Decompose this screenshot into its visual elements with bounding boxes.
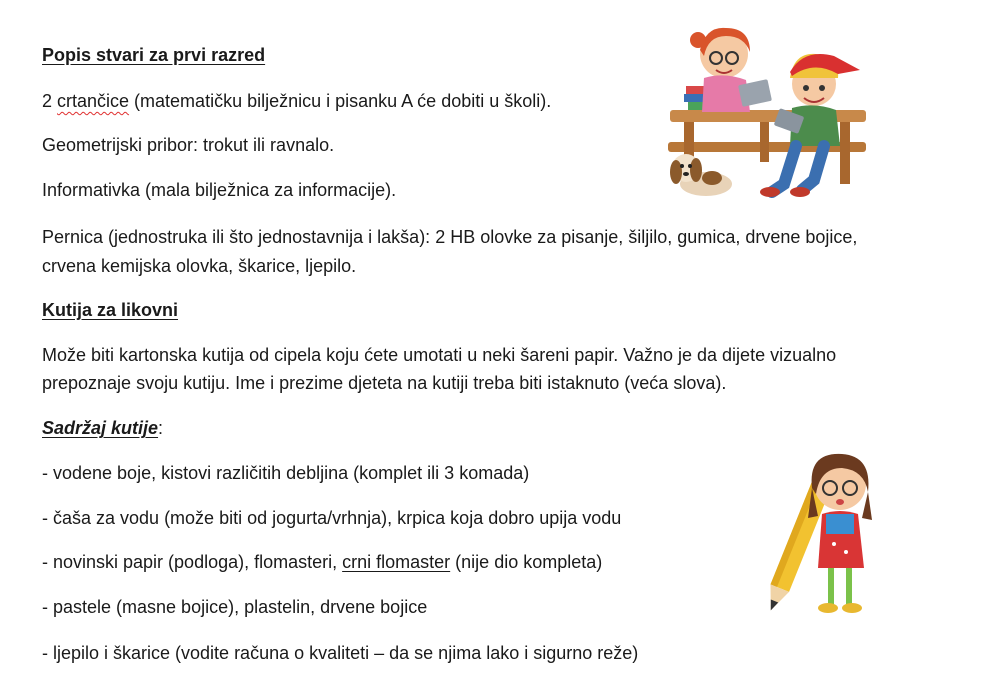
list-item — [42, 548, 602, 576]
line-pencil-case-2: crvena kemijska olovka, škarice, ljepilo. — [42, 256, 357, 276]
kids-at-table-illustration — [664, 22, 870, 204]
list-item-underlined: crni flomaster — [342, 552, 451, 572]
dog-illustration — [670, 154, 732, 196]
line-box-desc-1: Može biti kartonska kutija od cipela koju ćete umotati u neki šareni papir. Važno je da dijete vizualno — [42, 345, 837, 365]
line-box-desc-2: prepoznaje svoju kutiju. Ime i prezime djeteta na kutiji treba biti istaknuto (veća slova). — [42, 373, 727, 393]
list-item-pre: - novinski papir (podloga), flomasteri, — [42, 552, 343, 572]
line-notebooks-pre: 2 — [42, 91, 58, 111]
box-contents-colon: : — [158, 418, 164, 438]
list-item-post: (nije dio kompleta) — [450, 552, 603, 572]
list-item: - čaša za vodu (može biti od jogurta/vrhnja), krpica koja dobro upija vodu — [42, 508, 622, 528]
list-item: - ljepilo i škarice (vodite računa o kvaliteti – da se njima lako i sigurno reže) — [42, 643, 639, 663]
line-informativka: Informativka (mala bilježnica za informacije). — [42, 180, 397, 200]
line-geometry: Geometrijski pribor: trokut ili ravnalo. — [42, 135, 335, 155]
heading-supply-list: Popis stvari za prvi razred — [42, 45, 266, 65]
list-item: - pastele (masne bojice), plastelin, drvene bojice — [42, 597, 428, 617]
heading-box-contents — [42, 414, 163, 442]
line-notebooks — [42, 87, 551, 115]
box-contents-label: Sadržaj kutije — [42, 418, 159, 438]
girl-with-pencil-illustration — [760, 448, 884, 624]
list-item: - vodene boje, kistovi različitih debljina (komplet ili 3 komada) — [42, 463, 530, 483]
heading-art-box: Kutija za likovni — [42, 300, 179, 320]
line-notebooks-post: (matematičku bilježnicu i pisanku A će dobiti u školi). — [129, 91, 552, 111]
line-pencil-case-1: Pernica (jednostruka ili što jednostavnija i lakša): 2 HB olovke za pisanje, šiljilo, gumica, drvene bojice, — [42, 227, 858, 247]
spellcheck-word: crtančice — [57, 91, 130, 111]
